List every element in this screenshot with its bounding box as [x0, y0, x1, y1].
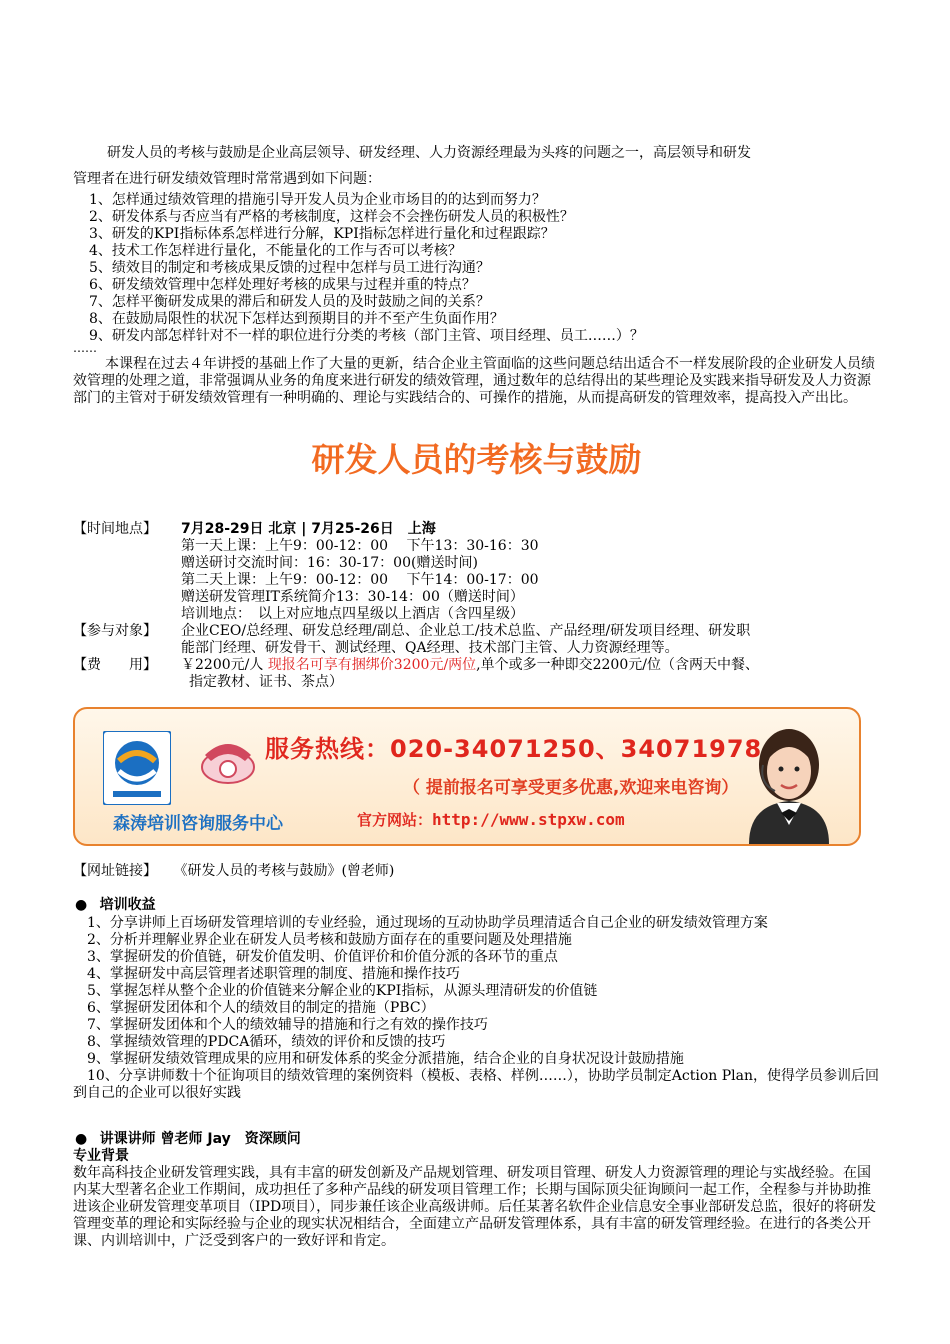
question-item: 9、研发内部怎样针对不一样的职位进行分类的考核（部门主管、项目经理、员工……）？ — [89, 328, 644, 344]
time-label: 【时间地点】 — [73, 521, 157, 537]
benefit-item: 4、掌握研发中高层管理者述职管理的制度、措施和操作技巧 — [73, 966, 460, 982]
benefit-item: 2、分析并理解业界企业在研发人员考核和鼓励方面存在的重要问题及处理措施 — [73, 932, 572, 948]
benefit-item: 3、掌握研发的价值链，研发价值发明、价值评价和价值分派的各环节的重点 — [73, 949, 558, 965]
fee-rest: ,单个或多一种即交2200元/位（含两天中餐、 — [476, 657, 759, 673]
promo-text: （ 提前报名可享受更多优惠,欢迎来电咨询） — [403, 778, 739, 798]
audience-line-1: 企业CEO/总经理、研发总经理/副总、企业总工/技术总监、产品经理/研发项目经理、研发职 — [181, 623, 751, 639]
question-item: 2、研发体系与否应当有严格的考核制度，这样会不会挫伤研发人员的积极性？ — [89, 209, 574, 225]
benefit-item: 9、掌握研发绩效管理成果的应用和研发体系的奖金分派措施，结合企业的自身状况设计鼓励措施 — [73, 1051, 684, 1067]
question-list — [89, 192, 644, 345]
lecturer-heading: 讲课讲师 曾老师 Jay 资深顾问 — [99, 1131, 301, 1147]
link-label: 【网址链接】 — [73, 863, 157, 879]
day1-schedule: 第一天上课：上午9：00-12：00 下午13：30-16：30 — [181, 538, 539, 554]
website-url[interactable]: http://www.stpxw.com — [432, 810, 625, 829]
benefit-item: 5、掌握怎样从整个企业的价值链来分解企业的KPI指标，从源头理清研发的价值链 — [73, 983, 598, 999]
customer-service-agent-icon — [729, 713, 849, 844]
day2-schedule: 第二天上课：上午9：00-12：00 下午14：00-17：00 — [181, 572, 539, 588]
service-banner — [73, 707, 861, 846]
center-name: 森涛培训咨询服务中心 — [113, 814, 283, 834]
lecturer-bio: 数年高科技企业研发管理实践，具有丰富的研发创新及产品规划管理、研发项目管理、研发人力资源管理的理论与实战经验。在国内某大型著名企业工作期间，成功担任了多种产品线的研发项目管理工作；长期与国际顶尖征询顾问一起工作，全程参与并协助推进该企业研发管理变革项目（IPD项目），同步兼任该企业高级讲师。后任某著名软件企业信息安全事业部研发总监，很好的将研发管理变革的理论和实际经验与企业的现实状况相结合，全面建立产品研发管理体系，具有丰富的研发管理经验。在进行的各类公开课、内训培训中，广泛受到客户的一致好评和肯定。 — [73, 1165, 877, 1249]
question-item: 5、绩效目的制定和考核成果反馈的过程中怎样与员工进行沟通？ — [89, 260, 490, 276]
benefit-item: 8、掌握绩效管理的PDCA循环，绩效的评价和反馈的技巧 — [73, 1034, 446, 1050]
benefits-heading: 培训收益 — [99, 897, 156, 913]
telephone-icon — [197, 727, 259, 789]
benefit-item: 6、掌握研发团体和个人的绩效目的制定的措施（PBC） — [73, 1000, 435, 1016]
gift1-schedule: 赠送研讨交流时间：16：30-17：00(赠送时间) — [181, 555, 478, 571]
bullet-icon: ● — [75, 1131, 88, 1147]
fee-price: ￥2200元/人 — [181, 657, 264, 673]
question-item: 1、怎样通过绩效管理的措施引导开发人员为企业市场目的的达到而努力？ — [89, 192, 546, 208]
question-item: 7、怎样平衡研发成果的滞后和研发人员的及时鼓励之间的关系？ — [89, 294, 490, 310]
lecturer-heading-row — [73, 1131, 301, 1148]
intro-line-2: 管理者在进行研发绩效管理时常常遇到如下问题： — [73, 171, 381, 187]
venue: 培训地点： 以上对应地点四星级以上酒店（含四星级） — [181, 606, 524, 622]
benefits-list — [73, 915, 880, 1102]
intro-line-1: 研发人员的考核与鼓励是企业高层领导、研发经理、人力资源经理最为头疼的问题之一，高层领导和研发 — [107, 145, 751, 161]
course-info — [73, 521, 880, 691]
link-row — [73, 863, 394, 880]
benefit-item: 7、掌握研发团体和个人的绩效辅导的措施和行之有效的操作技巧 — [73, 1017, 488, 1033]
benefit-item: 1、分享讲师上百场研发管理培训的专业经验，通过现场的互动协助学员理清适合自己企业的研发绩效管理方案 — [73, 915, 768, 931]
question-item: 6、研发绩效管理中怎样处理好考核的成果与过程并重的特点？ — [89, 277, 476, 293]
benefits-heading-row — [73, 897, 156, 914]
audience-label: 【参与对象】 — [73, 623, 157, 639]
bullet-icon: ● — [75, 897, 88, 913]
course-title: 研发人员的考核与鼓励 — [311, 440, 642, 479]
benefit-item: 10、分享讲师数十个征询项目的绩效管理的案例资料（模板、表格、样例……），协助学员制定Action Plan，使得学员参训后回到自己的企业可以很好实践 — [73, 1068, 880, 1101]
website — [357, 809, 625, 830]
question-item: 4、技术工作怎样进行量化，不能量化的工作与否可以考核？ — [89, 243, 462, 259]
fee-row — [73, 657, 880, 674]
course-paragraph: 本课程在过去４年讲授的基础上作了大量的更新，结合企业主管面临的这些问题总结出适合不一样发展阶段的企业研发人员绩效管理的处理之道，非常强调从业务的角度来进行研发的绩效管理，通过数年的总结得出的某些理论及实践来指导研发及人力资源部门的主管对于研发绩效管理有一种明确的、理论与实践结合的、可操作的措施，从而提高研发的管理效率，提高投入产出比。 — [73, 356, 875, 406]
fee-promo: 现报名可享有捆绑价3200元/两位 — [267, 657, 477, 673]
background-heading: 专业背景 — [73, 1148, 129, 1164]
fee-value — [181, 657, 759, 674]
website-label: 官方网站： — [357, 811, 433, 829]
company-logo-icon — [103, 731, 171, 805]
audience-row — [73, 623, 880, 640]
fee-line-2: 指定教材、证书、茶点） — [189, 674, 343, 690]
hotline-text: 服务热线：020-34071250、34071978 — [265, 735, 763, 763]
question-item: 8、在鼓励局限性的状况下怎样达到预期目的并不至产生负面作用？ — [89, 311, 504, 327]
question-item: 3、研发的KPI指标体系怎样进行分解，KPI指标怎样进行量化和过程跟踪？ — [89, 226, 555, 242]
gift2-schedule: 赠送研发管理IT系统简介13：30-14：00（赠送时间） — [181, 589, 524, 605]
time-row — [73, 521, 880, 538]
link-value[interactable]: 《研发人员的考核与鼓励》(曾老师) — [173, 863, 395, 879]
ellipsis: …… — [73, 341, 97, 355]
time-value: 7月28-29日 北京 | 7月25-26日 上海 — [181, 521, 436, 537]
fee-label: 【费 用】 — [73, 657, 157, 673]
audience-line-2: 能部门经理、研发骨干、测试经理、QA经理、技术部门主管、人力资源经理等。 — [181, 640, 679, 656]
